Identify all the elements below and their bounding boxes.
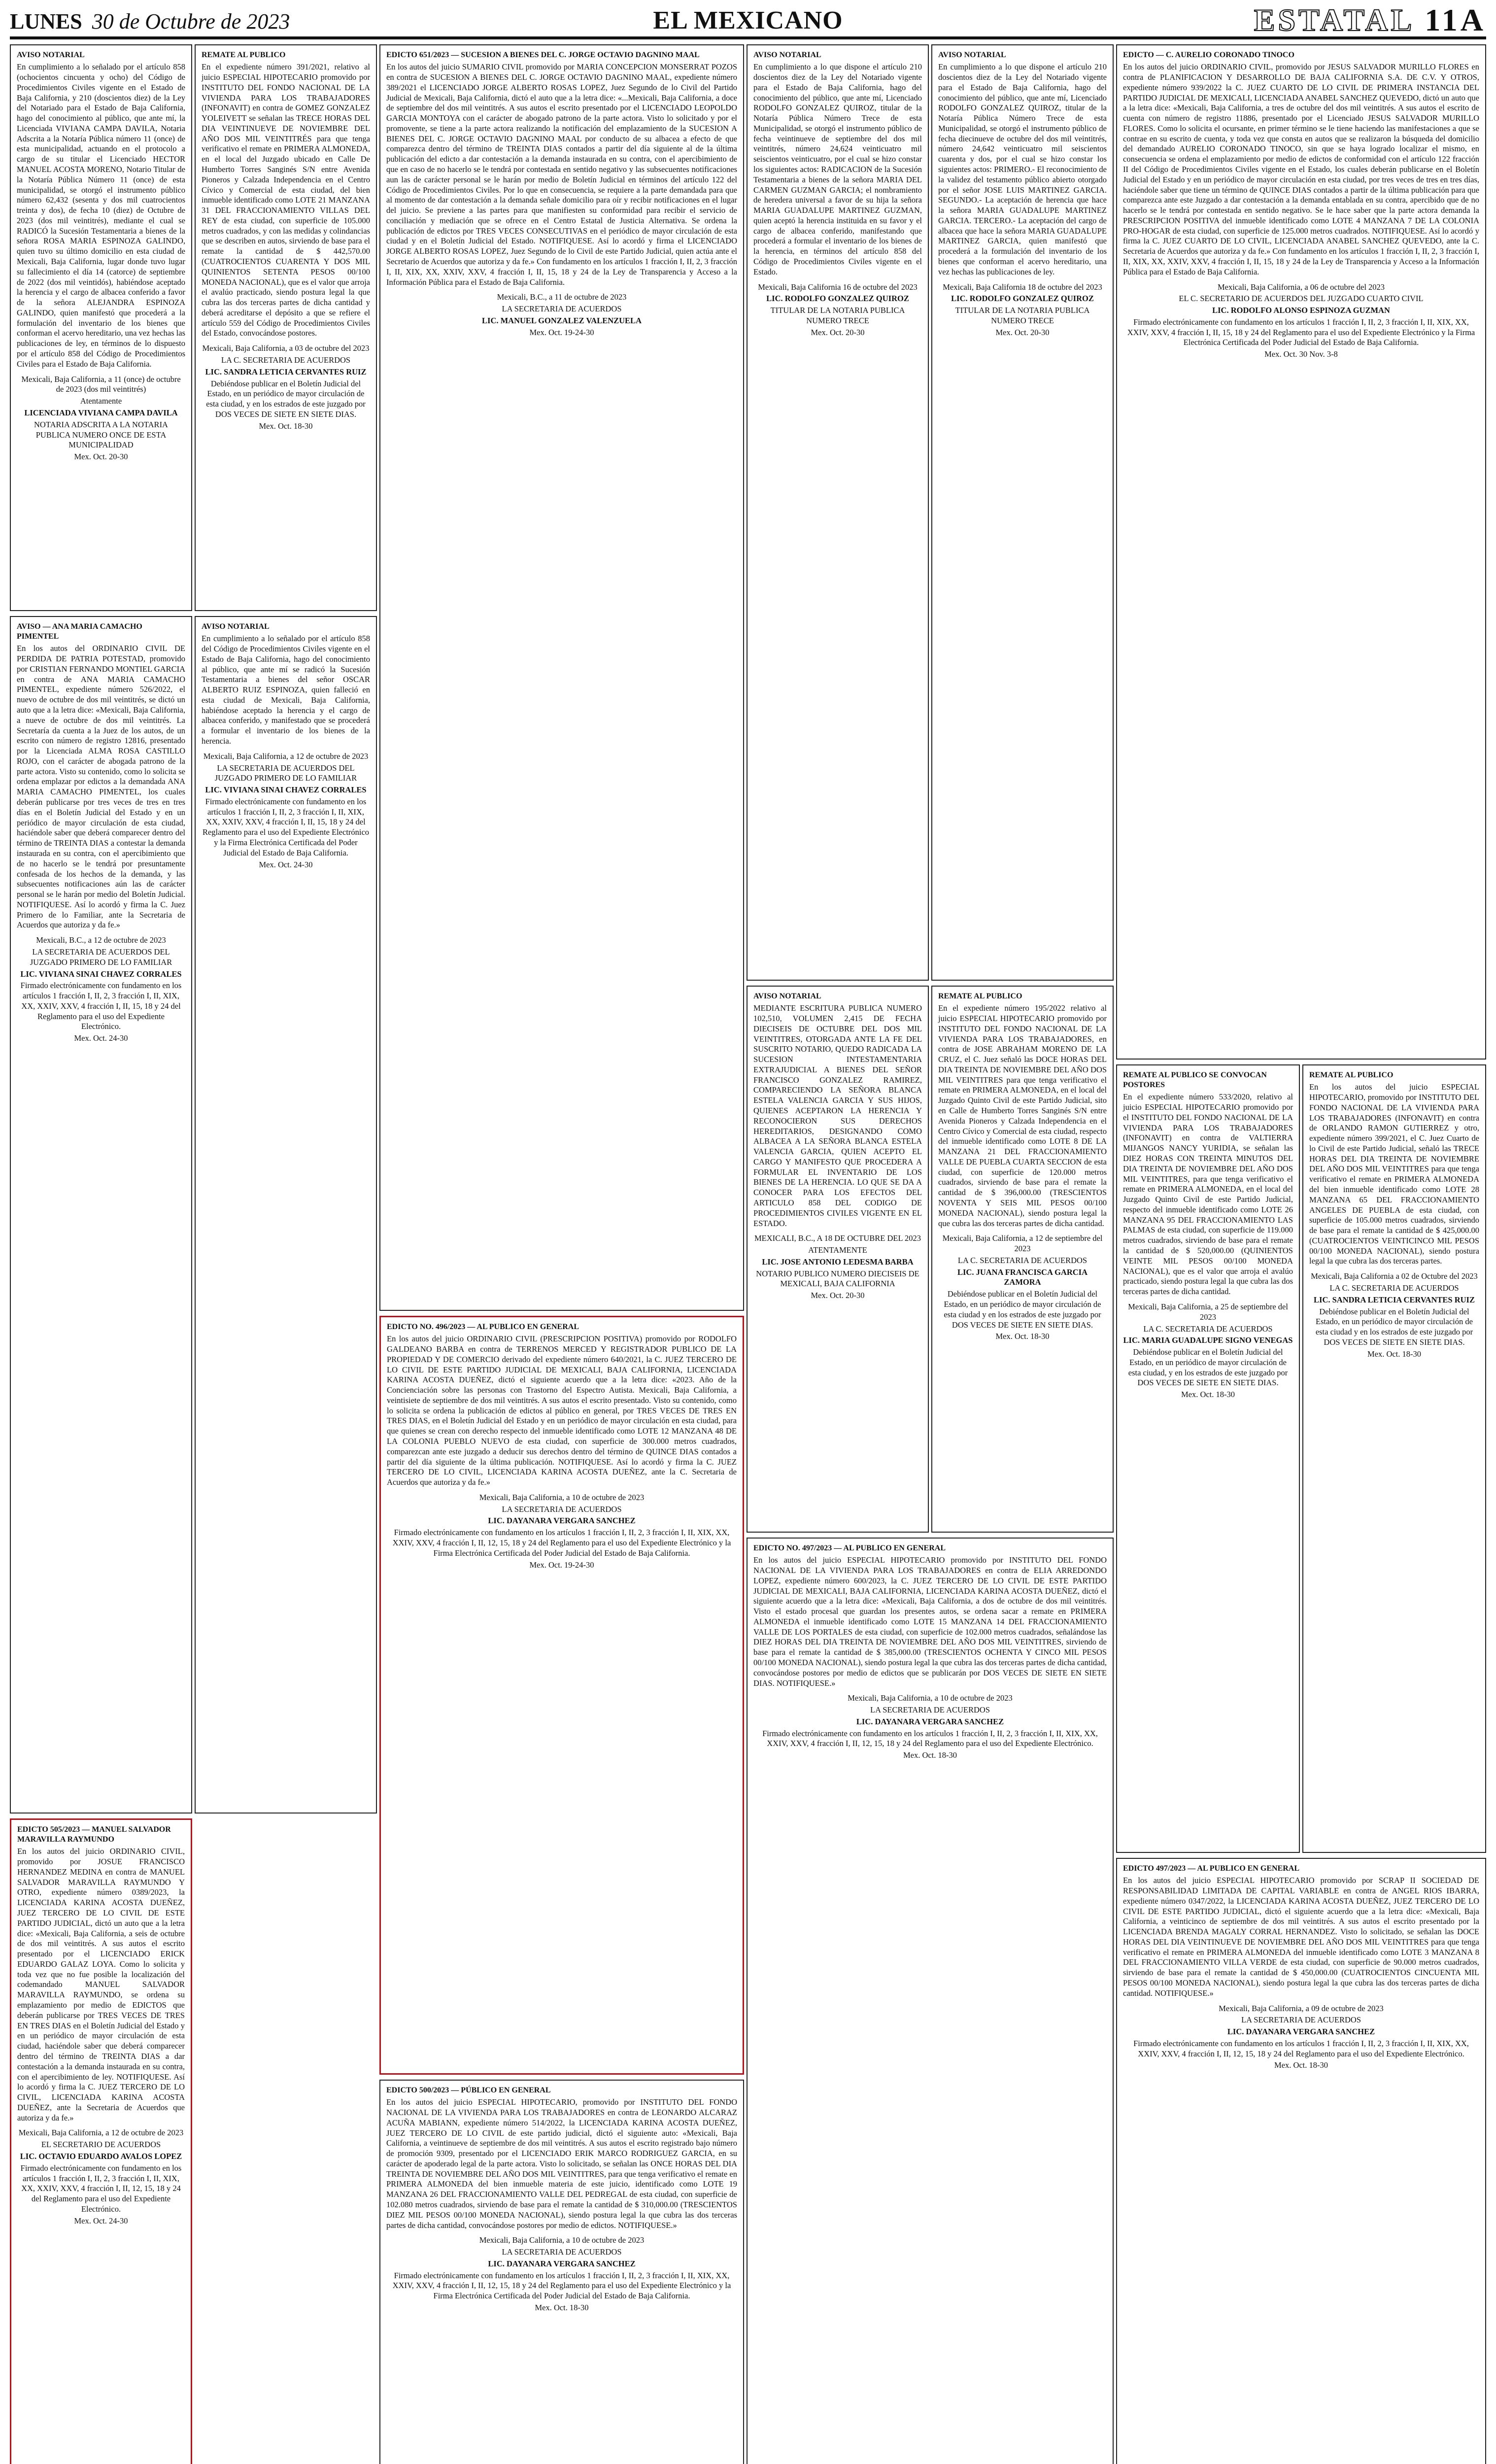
- notice-ref: Mex. Oct. 20-30: [811, 1291, 865, 1300]
- notice-title: EDICTO 651/2023 — SUCESION A BIENES DEL C. JORGE OCTAVIO DAGNINO MAAL: [386, 51, 700, 59]
- notice-footer: [1309, 1271, 1479, 1359]
- notice-place: Mexicali, B.C., a 12 de octubre de 2023: [36, 935, 166, 945]
- notice-body: En los autos del juicio ESPECIAL HIPOTECARIO, promovido por INSTITUTO DEL FONDO NACIONAL DE LA VIVIENDA PARA LOS TRABAJADORES (INFONAVIT) en contra de ORLANDO RAMON GUTIERREZ y otro, expediente número 399/2021, el C. Juez Cuarto de lo Civil de este Partido Judicial, señaló las TRECE HORAS DEL DIA TREINTA DE NOVIEMBRE DEL AÑO DOS MIL VEINTITRES para que tenga verificativo el remate en PRIMERA ALMONEDA del bien inmueble identificado como LOTE 28 MANZANA 65 DEL FRACCIONAMIENTO ANGELES DE PUEBLA de esta ciudad, con superficie de 105.000 metros cuadrados, sirviendo de base para el remate la cantidad de $ 425,000.00 (CUATROCIENTOS VEINTICINCO MIL PESOS 00/100 MONEDA NACIONAL), siendo postura legal la que cubra las dos terceras partes.: [1309, 1082, 1479, 1266]
- notice-closing: LA SECRETARIA DE ACUERDOS: [870, 1705, 990, 1715]
- notice-title: EDICTO NO. 497/2023 — AL PUBLICO EN GENERAL: [753, 1544, 946, 1552]
- notice-signer: LIC. VIVIANA SINAI CHAVEZ CORRALES: [20, 969, 182, 979]
- notice-footer: [938, 282, 1107, 338]
- notice-ref: Mex. Oct. 24-30: [74, 2216, 128, 2225]
- notice-title: EDICTO NO. 496/2023 — AL PUBLICO EN GENERAL: [387, 1323, 579, 1331]
- notice-footer: [17, 2128, 185, 2226]
- notice-title: REMATE AL PUBLICO: [938, 992, 1022, 1000]
- notice-title: EDICTO 500/2023 — PÚBLICO EN GENERAL: [386, 2086, 551, 2094]
- notice: [10, 44, 192, 611]
- notice-signer: LIC. DAYANARA VERGARA SANCHEZ: [488, 1516, 636, 1526]
- notice-ref: Mex. Oct. 20-30: [74, 452, 128, 462]
- date: 30 de Octubre de 2023: [92, 9, 290, 34]
- column-1: [10, 44, 192, 2464]
- notice-closing: LA SECRETARIA DE ACUERDOS: [502, 2247, 622, 2257]
- notice-signer-title: NOTARIO PUBLICO NUMERO DIECISEIS DE MEXICALI, BAJA CALIFORNIA: [756, 1268, 919, 1289]
- notice: [379, 2080, 744, 2464]
- notice-footer: [1123, 1302, 1293, 1400]
- notice-body: En cumplimiento a lo señalado por el artículo 858 (ochocientos cincuenta y ocho) del Código de Procedimientos Civiles vigente en el Estado de Baja California, y 210 (doscientos diez) de la Ley del Notariado para el Estado de Baja California, hago del conocimiento al público, que ante mí, la Licenciada VIVIANA CAMPA DAVILA, Notaria Adscrita a la Notaría Pública número 11 (once) de esta municipalidad, actuando en el protocolo a cargo de su titular el Licenciado HECTOR MANUEL ACOSTA MORENO, Notario Titular de la Notaría Pública Número 11 (once) de esta municipalidad, se otorgó el instrumento público número 62,432 (sesenta y dos mil cuatrocientos treinta y dos), de fecha 10 (diez) de Octubre de 2023 (dos mil veintitrés), mediante el cual se RADICÓ la Sucesión Testamentaria a bienes de la señora ROSA MARIA ESPINOZA GALINDO, quien tuvo su último domicilio en esta ciudad de Mexicali, Baja California, lugar donde tuvo lugar su fallecimiento el día 14 (catorce) de septiembre de 2022 (dos mil veintidós), habiéndose aceptado la herencia y el cargo de albacea conferido a favor de la señora ALEJANDRA ESPINOZA GALINDO, quien manifestó que procederá a la formulación del inventario de los bienes que conforman el acervo hereditario, una vez hechas las publicaciones de ley, en términos de lo dispuesto por el artículo 858 del Código de Procedimientos Civiles para el Estado de Baja California.: [17, 62, 185, 369]
- notice-ref: Mex. Oct. 18-30: [535, 2303, 589, 2312]
- notice: [747, 44, 929, 981]
- notice-signer-title: Firmado electrónicamente con fundamento en los artículos 1 fracción I, II, 2, 3 fracción I, II, XIX, XX, XXIV, XXV, 4 fracción I, II, 12, 15, 18 y 24 del Reglamento para el uso del Expediente Electrónico y la Firma Electrónica Certificada del Poder Judicial del Estado de Baja California.: [392, 2270, 731, 2301]
- notice-footer: [386, 2235, 737, 2313]
- notice-closing: LA SECRETARIA DE ACUERDOS: [502, 304, 622, 314]
- notice-title: AVISO NOTARIAL: [753, 992, 821, 1000]
- notice-signer-title: Firmado electrónicamente con fundamento en los artículos 1 fracción I, II, 2, 3 fracción I, II, XIX, XX, XXIV, XXV, 4 fracción I, II, 12, 15, 18 y 24 del Reglamento para el uso del Expediente Electrónico.: [20, 2163, 182, 2214]
- section-name: ESTATAL: [1254, 2, 1415, 37]
- notice-footer: [387, 1493, 737, 1570]
- notice-ref: Mex. Oct. 18-30: [259, 421, 313, 431]
- notice-signer: LIC. RODOLFO GONZALEZ QUIROZ: [951, 294, 1094, 304]
- notice-body: En el expediente número 195/2022 relativo al juicio ESPECIAL HIPOTECARIO promovido por INSTITUTO DEL FONDO NACIONAL DE LA VIVIENDA PARA LOS TRABAJADORES, en contra de JOSE ABRAHAM MORENO DE LA CRUZ, el C. Juez señaló las DOCE HORAS DEL DIA TREINTA DE NOVIEMBRE DEL AÑO DOS MIL VEINTITRES para que tenga verificativo el remate en PRIMERA ALMONEDA, en el local del Juzgado Quinto Civil de este Partido Judicial, sito en Calle de Humberto Torres Sanginés S/N entre Avenida Pioneros y Calzada Independencia en el Centro Cívico y Comercial de esta ciudad, respecto del inmueble identificado como LOTE 8 DE LA MANZANA 21 DEL FRACCIONAMIENTO VALLE DE PUEBLA CUARTA SECCION de esta ciudad, con superficie de 120.000 metros cuadrados, sirviendo de base para el remate la cantidad de $ 396,000.00 (TRESCIENTOS NOVENTA Y SEIS MIL PESOS 00/100 MONEDA NACIONAL), siendo postura legal la que cubra las dos terceras partes de dicha cantidad.: [938, 1003, 1107, 1228]
- notice-signer: LIC. JUANA FRANCISCA GARCIA ZAMORA: [957, 1267, 1088, 1287]
- notice-closing: LA C. SECRETARIA DE ACUERDOS: [957, 1255, 1088, 1265]
- notice-signer: LIC. SANDRA LETICIA CERVANTES RUIZ: [1314, 1295, 1475, 1304]
- notice-place: Mexicali, Baja California, a 06 de octubre del 2023: [1217, 282, 1385, 292]
- notice-ref: Mex. Oct. 18-30: [903, 1750, 957, 1760]
- notice-signer: LIC. RODOLFO ALONSO ESPINOZA GUZMAN: [1212, 306, 1390, 315]
- notice-footer: [386, 292, 737, 338]
- notice-footer: [1123, 282, 1479, 360]
- notice-place: Mexicali, Baja California, a 10 de octubre de 2023: [479, 1492, 645, 1502]
- column-3: [379, 44, 744, 2464]
- notice-title: AVISO NOTARIAL: [753, 51, 821, 59]
- notice-closing: LA SECRETARIA DE ACUERDOS: [1241, 2015, 1361, 2025]
- notice-body: En el expediente número 391/2021, relativo al juicio ESPECIAL HIPOTECARIO promovido por INSTITUTO DEL FONDO NACIONAL DE LA VIVIENDA PARA LOS TRABAJADORES (INFONAVIT) en contra de GOMEZ GONZALEZ YOLEIVETT se señalan las TRECE HORAS DEL DIA VEINTINUEVE DE NOVIEMBRE DEL AÑO DOS MIL VEINTITRÉS para que tenga verificativo el remate en PRIMERA ALMONEDA, en el local del Juzgado ubicado en Calle De Humberto Torres Sanginés S/N entre Avenida Pioneros y Calzada Independencia en el Centro Cívico y Comercial de esta ciudad, del bien inmueble identificado como LOTE 21 MANZANA 31 DEL FRACCIONAMIENTO VILLAS DEL REY de esta ciudad, con superficie de 105.000 metros cuadrados, y con las medidas y colindancias que se describen en autos, sirviendo de base para el remate la cantidad de $ 442,570.00 (CUATROCIENTOS CUARENTA Y DOS MIL QUINIENTOS SETENTA PESOS 00/100 MONEDA NACIONAL), que es el valor que arroja el avalúo practicado, siendo postura legal la que cubra las dos terceras partes de dicha cantidad y deberá acreditarse el depósito a que se refiere el artículo 559 del Código de Procedimientos Civiles del Estado, convocándose postores.: [202, 62, 370, 338]
- notice-body: MEDIANTE ESCRITURA PUBLICA NUMERO 102,510, VOLUMEN 2,415 DE FECHA DIECISEIS DE OCTUBRE DEL DOS MIL VEINTITRES, OTORGADA ANTE LA FE DEL SUSCRITO NOTARIO, QUEDO RADICADA LA SUCESION INTESTAMENTARIA EXTRAJUDICIAL A BIENES DEL SEÑOR FRANCISCO GONZALEZ RAMIREZ, COMPARECIENDO LA SEÑORA BLANCA ESTELA VALENCIA GARCIA Y SUS HIJOS, QUIENES ACEPTARON LA HERENCIA Y RECONOCIERON SUS DERECHOS HEREDITARIOS, DESIGNANDO COMO ALBACEA A LA SEÑORA BLANCA ESTELA VALENCIA GARCIA, QUIEN ACEPTO EL CARGO Y MANIFESTO QUE PROCEDERA A FORMULAR EL INVENTARIO DE LOS BIENES DE LA HERENCIA. LO QUE SE DA A CONOCER PARA LOS EFECTOS DEL ARTICULO 858 DEL CODIGO DE PROCEDIMIENTOS CIVILES VIGENTE EN EL ESTADO.: [753, 1003, 922, 1228]
- notice-signer: LIC. JOSE ANTONIO LEDESMA BARBA: [762, 1257, 914, 1266]
- notice-signer-title: Firmado electrónicamente con fundamento en los artículos 1 fracción I, II, 2, 3 fracción I, II, XIX, XX, XXIV, XXV, 4 fracción I, II, 12, 15, 18 y 24 del Reglamento para el uso del Expediente Electrónico.: [1133, 2038, 1469, 2058]
- notice-signer-title: Debiéndose publicar en el Boletín Judicial del Estado, en un periódico de mayor circulación de esta ciudad, y en los estrados de este juzgado por DOS VECES DE SIETE EN SIETE DIAS.: [206, 378, 366, 419]
- notice: [747, 986, 929, 1533]
- notice-signer: LIC. MANUEL GONZALEZ VALENZUELA: [482, 315, 642, 325]
- notice-place: MEXICALI, B.C., A 18 DE OCTUBRE DEL 2023: [754, 1233, 921, 1243]
- notice-footer: [753, 282, 922, 338]
- notice-signer: LIC. RODOLFO GONZALEZ QUIROZ: [766, 294, 909, 304]
- notice-place: Mexicali, Baja California, a 12 de septiembre del 2023: [942, 1233, 1103, 1254]
- notice-place: Mexicali, Baja California a 02 de Octubre del 2023: [1311, 1271, 1478, 1281]
- notice-place: Mexicali, Baja California, a 10 de octubre de 2023: [848, 1693, 1013, 1703]
- notice-ref: Mex. Oct. 30 Nov. 3-8: [1264, 349, 1338, 359]
- notice-body: En los autos del juicio ORDINARIO CIVIL (PRESCRIPCION POSITIVA) promovido por RODOLFO GALDEANO BARBA en contra de TERRENOS MERCED Y REGISTRADOR PUBLICO DE LA PROPIEDAD Y DE COMERCIO derivado del expediente número 640/2021, la C. JUEZ TERCERO DE LO CIVIL DE ESTE PARTIDO JUDICIAL DE MEXICALI, BAJA CALIFORNIA, LICENCIADA KARINA ACOSTA DUEÑEZ, dictó el siguiente acuerdo que a la letra dice: «2023. Año de la Concienciación sobre las personas con Trastorno del Espectro Autista. Mexicali, Baja California, a veintisiete de septiembre de dos mil veintitrés. A sus autos el escrito presentado. Visto su contenido, como lo solicita se ordena la publicación de edictos al público en general, por TRES VECES DE TRES EN TRES DIAS, en el Boletín Judicial del Estado y en un periódico de mayor circulación en esta ciudad, para que quienes se crean con derecho respecto del inmueble identificado como LOTE 12 MANZANA 48 DE LA COLONIA PUEBLO NUEVO de esta ciudad, con superficie de 300.000 metros cuadrados, comparezcan ante este juzgado a deducir sus derechos dentro del término de QUINCE DIAS contados a partir del día siguiente de la última publicación. NOTIFIQUESE. Así lo acordó y firma la C. JUEZ TERCERO DE LO CIVIL, LICENCIADA KARINA ACOSTA DUEÑEZ, ante la C. Secretaria de Acuerdos que autoriza y da fe.»: [387, 1334, 737, 1487]
- notice-ref: Mex. Oct. 18-30: [1181, 1390, 1235, 1400]
- notice-place: Mexicali, Baja California, a 03 de octubre del 2023: [202, 343, 370, 353]
- newspaper-name: EL MEXICANO: [653, 6, 843, 34]
- notice-closing: ATENTAMENTE: [808, 1245, 867, 1255]
- notice: [1116, 1064, 1300, 1853]
- notice: [379, 44, 744, 1311]
- notice-signer: LIC. DAYANARA VERGARA SANCHEZ: [488, 2259, 636, 2268]
- notice-body: En los autos del ORDINARIO CIVIL DE PERDIDA DE PATRIA POTESTAD, promovido por CRISTIAN FERNANDO MONTIEL GARCIA en contra de ANA MARIA CAMACHO PIMENTEL, expediente número 526/2022, el nuevo de octubre de dos mil veintitrés, se dictó un auto que a la letra dice: «Mexicali, Baja California, a nueve de octubre de dos mil veintitrés. La Secretaría da cuenta a la Juez de los autos, de un escrito con número de registro 12816, presentado por la Licenciada ALMA ROSA CASTILLO ROJO, con el carácter de abogada patrono de la parte actora. Visto su contenido, como lo solicita se ordena emplazar por edictos a la demandada ANA MARIA CAMACHO PIMENTEL, los cuales deberán publicarse por tres veces de tres en tres días en el Boletín Judicial del Estado y en un periódico de mayor circulación de esta ciudad, haciéndole saber que deberá comparecer dentro del término de TREINTA DIAS a contestar la demanda instaurada en su contra, con el apercibimiento que de no hacerlo se le tendrá por presuntamente confesada de los hechos de la demanda, y las subsecuentes notificaciones aún las de carácter personal se le harán por medio del Boletín Judicial. NOTIFIQUESE. Así lo acordó y firma la C. Juez Primero de lo Familiar, ante la Secretaria de Acuerdos que autoriza y da fe.»: [17, 644, 185, 930]
- notice-ref: Mex. Oct. 20-30: [811, 327, 865, 337]
- notice-footer: [938, 1233, 1107, 1342]
- weekday: LUNES: [10, 9, 82, 34]
- notice-signer-title: Firmado electrónicamente con fundamento en los artículos 1 fracción I, II, 2, 3 fracción I, II, XIX, XX, XXIV, XXV, 4 fracción I, II, 12, 15, 18 y 24 del Reglamento para el uso del Expediente Electrónico.: [762, 1728, 1098, 1748]
- notice-signer-title: Firmado electrónicamente con fundamento en los artículos 1 fracción I, II, 2, 3 fracción I, II, XIX, XX, XXIV, XXV, 4 fracción I, II, 15, 18 y 24 del Reglamento para el uso del Expediente Electrónico y la Firma Electrónica Certificada del Poder Judicial del Estado de Baja California.: [202, 796, 370, 857]
- notice-body: En cumplimiento a lo que dispone el artículo 210 doscientos diez de la Ley del Notariado vigente para el Estado de Baja California, hago del conocimiento del público, que ante mí, Licenciado RODOLFO GONZALEZ QUIROZ, titular de la Notaría Pública Número Trece de esta Municipalidad, se otorgó el instrumento público de fecha veintinueve de septiembre del dos mil veintitrés, número 24,624 veinticuatro mil seiscientos veinticuatro, por el cual se hizo constar los siguientes actos: RADICACION de la Sucesión Testamentaria a bienes de la señora MARIA DEL CARMEN GUZMAN GARCIA; el nombramiento de heredera universal a favor de su hija la señora MARIA GUADALUPE MARTINEZ GUZMAN, quien aceptó la herencia instituida en su favor y el cargo de albacea conferido, manifestando que procederá a formular el inventario de los bienes de la herencia, en términos del artículo 858 del Código de Procedimientos Civiles vigente en el Estado.: [753, 62, 922, 276]
- notice-closing: LA SECRETARIA DE ACUERDOS DEL JUZGADO PRIMERO DE LO FAMILIAR: [214, 763, 357, 783]
- notice-ref: Mex. Oct. 24-30: [259, 859, 313, 869]
- notice-signer-title: Firmado electrónicamente con fundamento en los artículos 1 fracción I, II, 2, 3 fracción I, II, XIX, XX, XXIV, XXV, 4 fracción I, II, 15, 18 y 24 del Reglamento para el uso del Expediente Electrónico.: [20, 981, 182, 1031]
- notice-place: Mexicali, Baja California, a 25 de septiembre del 2023: [1128, 1301, 1288, 1322]
- notice-ref: Mex. Oct. 19-24-30: [529, 327, 594, 337]
- notice-signer-title: Debiéndose publicar en el Boletín Judicial del Estado, en un periódico de mayor circulación de esta ciudad y en los estrados de este juzgado por DOS VECES DE SIETE EN SIETE DIAS.: [944, 1289, 1101, 1330]
- notice-place: Mexicali, Baja California, a 12 de octubre de 2023: [18, 2128, 184, 2138]
- notice-body: En el expediente número 533/2020, relativo al juicio ESPECIAL HIPOTECARIO promovido por el INSTITUTO DEL FONDO NACIONAL DE LA VIVIENDA PARA LOS TRABAJADORES (INFONAVIT) en contra de VALTIERRA MIJANGOS NANCY YURIDIA, se señalan las DIEZ HORAS CON TREINTA MINUTOS DEL DIA TREINTA DE NOVIEMBRE DEL AÑO DOS MIL VEINTITRES, para que tenga verificativo el remate en PRIMERA ALMONEDA, en el local del Juzgado Quinto Civil de este Partido Judicial, respecto del inmueble identificado como LOTE 26 MANZANA 95 DEL FRACCIONAMIENTO LAS PALMAS de esta ciudad, con superficie de 119.000 metros cuadrados, sirviendo de base para el remate la cantidad de $ 520,000.00 (QUINIENTOS VEINTE MIL PESOS 00/100 MONEDA NACIONAL), que es el valor que arroja el avalúo practicado, siendo postura legal la que cubra las dos terceras partes de dicha cantidad.: [1123, 1092, 1293, 1297]
- notice: [1302, 1064, 1486, 1853]
- notice-footer: [1123, 2004, 1479, 2071]
- notice-body: En los autos del juicio ESPECIAL HIPOTECARIO, promovido por INSTITUTO DEL FONDO NACIONAL DE LA VIVIENDA PARA LOS TRABAJADORES en contra de LEONARDO ALCARAZ ACUÑA MABIANN, expediente número 514/2022, la LICENCIADA KARINA ACOSTA DUEÑEZ, JUEZ TERCERO DE LO CIVIL de este partido judicial, dictó el siguiente auto: «Mexicali, Baja California, a veintinueve de septiembre de dos mil veintitrés. A sus autos el escrito registrado bajo número de promoción 9309, presentado por el LICENCIADO ERIK MARCO RODRIGUEZ GARCIA, en su carácter de apoderado legal de la parte actora. Visto lo solicitado, se señalan las ONCE HORAS DEL DIA TREINTA DE NOVIEMBRE DEL AÑO DOS MIL VEINTITRES, para que tenga verificativo el remate en PRIMERA ALMONEDA del bien inmueble materia de este juicio, identificado como LOTE 19 MANZANA 26 DEL FRACCIONAMIENTO VALLE DEL PEDREGAL de esta ciudad, con superficie de 102.080 metros cuadrados, sirviendo de base para el remate la cantidad de $ 310,000.00 (TRESCIENTOS DIEZ MIL PESOS 00/100 MONEDA NACIONAL), siendo postura legal la que cubra las dos terceras partes de dicha cantidad, convocándose postores por medio de edictos. NOTIFIQUESE.»: [386, 2097, 737, 2230]
- notice-title: AVISO NOTARIAL: [202, 622, 270, 631]
- notice-place: Mexicali, Baja California 16 de octubre del 2023: [758, 282, 918, 292]
- notice: [747, 1538, 1114, 2464]
- notice-signer: LIC. OCTAVIO EDUARDO AVALOS LOPEZ: [20, 2151, 182, 2161]
- notice-ref: Mex. Oct. 19-24-30: [529, 1560, 594, 1570]
- notice-place: Mexicali, Baja California, a 12 de octubre de 2023: [203, 751, 369, 761]
- notice-ref: Mex. Oct. 18-30: [1367, 1349, 1422, 1359]
- notice-closing: Atentamente: [80, 396, 122, 406]
- notice: [1116, 44, 1486, 1060]
- notice-footer: [753, 1693, 1107, 1761]
- column-45-lower: [747, 1538, 1114, 2464]
- notice-title: AVISO NOTARIAL: [938, 51, 1006, 59]
- notice: [195, 44, 377, 611]
- notice-title: AVISO NOTARIAL: [17, 51, 85, 59]
- notice-ref: Mex. Oct. 18-30: [1274, 2060, 1328, 2070]
- notice: [10, 1818, 192, 2464]
- notice-title: REMATE AL PUBLICO SE CONVOCAN POSTORES: [1123, 1071, 1267, 1090]
- notice-signer: LICENCIADA VIVIANA CAMPA DAVILA: [24, 408, 178, 417]
- notice: [195, 616, 377, 1814]
- notice-place: Mexicali, B.C., a 11 de octubre de 2023: [497, 292, 627, 302]
- notice-closing: LA C. SECRETARIA DE ACUERDOS: [1143, 1324, 1273, 1334]
- notice: [1116, 1858, 1486, 2464]
- notice-signer-title: Debiéndose publicar en el Boletín Judicial del Estado, en un periódico de mayor circulación de esta ciudad, y en los estrados de este juzgado por DOS VECES DE SIETE EN SIETE DIAS.: [1128, 1347, 1288, 1388]
- notice-title: AVISO — ANA MARIA CAMACHO PIMENTEL: [17, 622, 142, 641]
- notice-title: EDICTO — C. AURELIO CORONADO TINOCO: [1123, 51, 1294, 59]
- notice-body: En los autos del juicio ORDINARIO CIVIL, promovido por JESUS SALVADOR MURILLO FLORES en contra de PLANIFICACION Y DESARROLLO DE BAJA CALIFORNIA S.A. DE C.V. Y OTROS, expediente número 939/2022 la C. JUEZ CUARTO DE LO CIVIL DE PRIMERA INSTANCIA DEL PARTIDO JUDICIAL DE MEXICALI, LICENCIADA ANABEL SANCHEZ QUEVEDO, dictó un auto que a la letra dice: «Mexicali, Baja California, a tres de octubre del dos mil veintitrés. A sus autos el escrito de cuenta con número de registro 11886, presentado por el Licenciado JESUS SALVADOR MURILLO FLORES. Como lo solicita el ocursante, en primer término se le tiene haciendo las manifestaciones a que se contrae en su escrito de cuenta, y toda vez que consta en autos que se realizaron la búsqueda del domicilio del demandado AURELIO CORONADO TINOCO, sin que se haya logrado localizar el mismo, en consecuencia se ordena el emplazamiento por medio de edictos de conformidad con el artículo 122 fracción II del Código de Procedimientos Civiles vigente en el Estado, los cuales deberán publicarse en el Boletín Judicial del Estado y en un periódico de mayor circulación en esta ciudad, por tres veces de tres en tres días, haciéndole saber que tiene un término de QUINCE DIAS contados a partir de la última publicación para que comparezca ante este Juzgado a dar contestación a la demanda entablada en su contra, apercibido que de no hacerlo se le tendrá por contestada en sentido negativo. Se le hace saber que la parte actora demanda la PRESCRIPCION POSITIVA del inmueble identificado como LOTE 4 MANZANA 7 DE LA COLONIA PRO-HOGAR de esta ciudad, con superficie de 125.000 metros cuadrados. NOTIFIQUESE. Así lo acordó y firma la C. JUEZ CUARTO DE LO CIVIL, LICENCIADA ANABEL SANCHEZ QUEVEDO, ante la C. Secretaria de Acuerdos que autoriza y da fe.» Con fundamento en los artículos 1 fracción I, II, 2, 3 fracción I, II, XIX, XX, XXIV, XXV, 4 fracción I, II, 15, 18 y 24 de la Ley de Transparencia y Acceso a la Información Pública para el Estado de Baja California.: [1123, 62, 1479, 276]
- notice-title: REMATE AL PUBLICO: [202, 51, 286, 59]
- notice-signer: LIC. MARIA GUADALUPE SIGNO VENEGAS: [1123, 1335, 1293, 1345]
- notice-body: En los autos del juicio ESPECIAL HIPOTECARIO promovido por INSTITUTO DEL FONDO NACIONAL DE LA VIVIENDA PARA LOS TRABAJADORES en contra de ELIA ARREDONDO LOPEZ, expediente número 600/2023, la C. JUEZ TERCERO DE LO CIVIL DE ESTE PARTIDO JUDICIAL DE MEXICALI, BAJA CALIFORNIA, LICENCIADA KARINA ACOSTA DUEÑEZ, dictó el siguiente acuerdo que a la letra dice: «Mexicali, Baja California, a dos de octubre de dos mil veintitrés. Visto el estado procesal que guardan los presentes autos, se ordena sacar a remate en PRIMERA ALMONEDA el inmueble identificado como LOTE 15 MANZANA 14 DEL FRACCIONAMIENTO VALLE DE LOS PORTALES de esta ciudad, con superficie de 102.000 metros cuadrados, señalándose las DIEZ HORAS DEL DIA TREINTA DE NOVIEMBRE DEL AÑO DOS MIL VEINTITRES, sirviendo de base para el remate la cantidad de $ 385,000.00 (TRESCIENTOS OCHENTA Y CINCO MIL PESOS 00/100 MONEDA NACIONAL), siendo postura legal la que cubra las dos terceras partes de dicha cantidad, convocándose postores por medio de edictos que se publicarán por DOS VECES DE SIETE EN SIETE DIAS. NOTIFIQUESE.»: [753, 1555, 1107, 1688]
- notice-ref: Mex. Oct. 18-30: [995, 1332, 1050, 1341]
- notice-body: En los autos del juicio ORDINARIO CIVIL, promovido por JOSUE FRANCISCO HERNANDEZ MEDINA en contra de MANUEL SALVADOR MARAVILLA RAYMUNDO Y OTRO, expediente número 0389/2023, la LICENCIADA KARINA ACOSTA DUEÑEZ, JUEZ TERCERO DE LO CIVIL DE ESTE PARTIDO JUDICIAL, dictó un auto que a la letra dice: «Mexicali, Baja California, a seis de octubre de dos mil veintitrés. A sus autos el escrito presentado por el LICENCIADO ERICK EDUARDO GALAZ LOYA. Como lo solicita y toda vez que no fue posible la localización del codemandado MANUEL SALVADOR MARAVILLA RAYMUNDO, se ordena su emplazamiento por medio de EDICTOS que deberán publicarse por TRES VECES DE TRES EN TRES DIAS en el Boletín Judicial del Estado y en un periódico de mayor circulación de esta ciudad, haciéndole saber que deberá comparecer dentro del término de TREINTA DIAS a dar contestación a la demanda instaurada en su contra, con el apercibimiento de ley. NOTIFIQUESE. Así lo acordó y firma la C. JUEZ TERCERO DE LO CIVIL, LICENCIADA KARINA ACOSTA DUEÑEZ, ante la Secretaria de Acuerdos que autoriza y da fe.»: [17, 1847, 185, 2122]
- notice-title: EDICTO 505/2023 — MANUEL SALVADOR MARAVILLA RAYMUNDO: [17, 1825, 171, 1844]
- notice: [931, 44, 1114, 981]
- notice-body: En cumplimiento a lo que dispone el artículo 210 doscientos diez de la Ley del Notariado vigente para el Estado de Baja California, hago del conocimiento del público, que ante mí, Licenciado RODOLFO GONZALEZ QUIROZ, titular de la Notaría Pública Número Trece de esta Municipalidad, se otorgó el instrumento público de fecha diecinueve de octubre del dos mil veintitrés, número 24,642 veinticuatro mil seiscientos cuarenta y dos, por el cual se hizo constar los siguientes actos: PRIMERO.- El reconocimiento de la validez del testamento público abierto otorgado por el señor JOSE LUIS MARTINEZ GARCIA. SEGUNDO.- La aceptación de herencia que hace la señora MARIA GUADALUPE MARTINEZ GARCIA. TERCERO.- La aceptación del cargo de albacea que hace la señora MARIA GUADALUPE MARTINEZ GARCIA, quien manifestó que procederá a la formulación del inventario de los bienes que conforman el acervo hereditario, una vez hechas las publicaciones de ley.: [938, 62, 1107, 276]
- section-label: [1254, 2, 1486, 38]
- notice: [379, 1316, 744, 2075]
- column-2: [195, 44, 377, 2464]
- notice-closing: LA SECRETARIA DE ACUERDOS: [502, 1504, 622, 1514]
- notice-place: Mexicali, Baja California 18 de octubre del 2023: [943, 282, 1102, 292]
- notice-body: En los autos del juicio SUMARIO CIVIL promovido por MARIA CONCEPCION MONSERRAT POZOS en contra de SUCESION A BIENES DEL C. JORGE OCTAVIO DAGNINO MAAL, expediente número 389/2021 el LICENCIADO JORGE ALBERTO ROSAS LOPEZ, Juez Segundo de lo Civil del Partido Judicial de Mexicali, Baja California, dictó el auto que a la letra dice: «...Mexicali, Baja California, a doce de septiembre del dos mil veintitrés. A sus autos el escrito presentado por el LICENCIADO LEOPOLDO GARCIA MONTOYA con el carácter de abogado patrono de la parte actora. Visto lo solicitado y por el promovente, se tiene a la parte actora realizando la notificación del emplazamiento de la SUCESION A BIENES DEL C. JORGE OCTAVIO DAGNINO MAAL por conducto de su albacea a efecto de que comparezca dentro del término de TREINTA DIAS contados a partir del día siguiente al de la última publicación del edicto a dar contestación a la demanda instaurada en su contra, con el apercibimiento de que en caso de no hacerlo se le tendrá por contestada en sentido negativo y las subsecuentes notificaciones aun las de carácter personal se le harán por medio de Boletín Judicial en términos del artículo 122 del Código de Procedimientos Civiles. Por lo que en consecuencia, se requiere a la parte demandada para que al momento de dar contestación a la demanda señale domicilio para oír y recibir notificaciones en el lugar del juicio. Se previene a las partes para que manifiesten su conformidad para recibir el servicio de conciliación y mediación que se ofrece en el Centro Estatal de Justicia Alternativa. Se ordena la publicación de edictos por TRES VECES CONSECUTIVAS en el periódico de mayor circulación de esta ciudad y en el Boletín Judicial del Estado. NOTIFIQUESE. Así lo acordó y firma el LICENCIADO JORGE ALBERTO ROSAS LOPEZ, Juez Segundo de lo Civil de este Partido Judicial, quien actúa ante el Secretario de Acuerdos que autoriza y da fe.» Con fundamento en los artículos 1 fracción I, II, 2, 3 fracción I, II, XIX, XX, XXIV, XXV, 4 fracción I, II, 15, 18 y 24 de la Ley de Transparencia y Acceso a la Información Pública para el Estado de Baja California.: [386, 62, 737, 287]
- notice-signer-title: Firmado electrónicamente con fundamento en los artículos 1 fracción I, II, 2, 3 fracción I, II, XIX, XX, XXIV, XXV, 4 fracción I, II, 12, 15, 18 y 24 del Reglamento para el uso del Expediente Electrónico y la Firma Electrónica Certificada del Poder Judicial del Estado de Baja California.: [392, 1528, 731, 1558]
- notice-title: EDICTO 497/2023 — AL PUBLICO EN GENERAL: [1123, 1864, 1299, 1873]
- notice-signer: LIC. SANDRA LETICIA CERVANTES RUIZ: [205, 367, 367, 376]
- notice-body: En los autos del juicio ESPECIAL HIPOTECARIO promovido por SCRAP II SOCIEDAD DE RESPONSABILIDAD LIMITADA DE CAPITAL VARIABLE en contra de ANGEL RIOS IBARRA, expediente número 0347/2022, la LICENCIADA KARINA ACOSTA DUEÑEZ, JUEZ TERCERO DE LO CIVIL DE ESTE PARTIDO JUDICIAL, dictó el siguiente acuerdo que a la letra dice: «Mexicali, Baja California, a veinticinco de septiembre de dos mil veintitrés. A sus autos el escrito presentado por la LICENCIADA BRENDA MAGALY CORRAL HERNANDEZ. Visto lo solicitado, se señalan las DOCE HORAS DEL DIA VEINTINUEVE DE NOVIEMBRE DEL AÑO DOS MIL VEINTITRES para que tenga verificativo el remate en PRIMERA ALMONEDA del inmueble identificado como LOTE 3 MANZANA 8 DEL FRACCIONAMIENTO VILLA VERDE de esta ciudad, con superficie de 90.000 metros cuadrados, sirviendo de base para el remate la cantidad de $ 450,000.00 (CUATROCIENTOS CINCUENTA MIL PESOS 00/100 MONEDA NACIONAL), siendo postura legal la que cubra las dos terceras partes de dicha cantidad. NOTIFIQUESE.»: [1123, 1876, 1479, 1998]
- notice-footer: [753, 1233, 922, 1301]
- notice-footer: [17, 375, 185, 462]
- notice-place: Mexicali, Baja California, a 10 de octubre de 2023: [479, 2235, 645, 2245]
- notice-footer: [17, 935, 185, 1044]
- notice-closing: LA C. SECRETARIA DE ACUERDOS: [221, 355, 351, 365]
- notice-signer-title: TITULAR DE LA NOTARIA PUBLICA NUMERO TRECE: [770, 306, 905, 325]
- notice-signer: LIC. VIVIANA SINAI CHAVEZ CORRALES: [205, 785, 367, 795]
- notice-place: Mexicali, Baja California, a 11 (once) de octubre de 2023 (dos mil veintitrés): [21, 374, 181, 394]
- notice-body: En cumplimiento a lo señalado por el artículo 858 del Código de Procedimientos Civiles vigente en el Estado de Baja California, hago del conocimiento al público, que ante mí se radicó la Sucesión Testamentaria a bienes del señor OSCAR ALBERTO RUIZ ESPINOZA, quien falleció en esta ciudad de Mexicali, Baja California, habiéndose aceptado la herencia y el cargo de albacea conferido, y manifestado que se procederá a formular el inventario de los bienes de la herencia.: [202, 634, 370, 746]
- notice-signer-title: Firmado electrónicamente con fundamento en los artículos 1 fracción I, II, 2, 3 fracción I, II, XIX, XX, XXIV, XXV, 4 fracción I, II, 15, 18 y 24 del Reglamento para el uso del Expediente Electrónico y la Firma Electrónica Certificada del Poder Judicial del Estado de Baja California.: [1127, 317, 1475, 347]
- notice-signer-title: TITULAR DE LA NOTARIA PUBLICA NUMERO TRECE: [955, 306, 1090, 325]
- notice-footer: [202, 752, 370, 870]
- notice-signer: LIC. DAYANARA VERGARA SANCHEZ: [856, 1716, 1004, 1726]
- notice-footer: [202, 343, 370, 431]
- column-6-lower: [1116, 1858, 1486, 2464]
- notice-signer-title: NOTARIA ADSCRITA A LA NOTARIA PUBLICA NUMERO ONCE DE ESTA MUNICIPALIDAD: [34, 419, 168, 450]
- notice-closing: LA C. SECRETARIA DE ACUERDOS: [1329, 1283, 1459, 1293]
- notice-signer-title: Debiéndose publicar en el Boletín Judicial del Estado, en un periódico de mayor circulación de esta ciudad y en los estrados de este juzgado por DOS VECES DE SIETE EN SIETE DIAS.: [1315, 1306, 1473, 1347]
- page-number: 11A: [1425, 2, 1486, 37]
- notice-signer: LIC. DAYANARA VERGARA SANCHEZ: [1227, 2027, 1375, 2037]
- notice-closing: LA SECRETARIA DE ACUERDOS DEL JUZGADO PRIMERO DE LO FAMILIAR: [30, 947, 172, 967]
- notice-ref: Mex. Oct. 24-30: [74, 1033, 128, 1043]
- notice: [10, 616, 192, 1814]
- notice: [931, 986, 1114, 1533]
- notice-closing: EL C. SECRETARIO DE ACUERDOS DEL JUZGADO CUARTO CIVIL: [1179, 294, 1424, 304]
- notice-place: Mexicali, Baja California, a 09 de octubre de 2023: [1219, 2003, 1384, 2013]
- notice-closing: EL SECRETARIO DE ACUERDOS: [41, 2140, 161, 2150]
- notice-title: REMATE AL PUBLICO: [1309, 1071, 1394, 1079]
- notice-ref: Mex. Oct. 20-30: [995, 327, 1050, 337]
- page-header: [10, 2, 1486, 39]
